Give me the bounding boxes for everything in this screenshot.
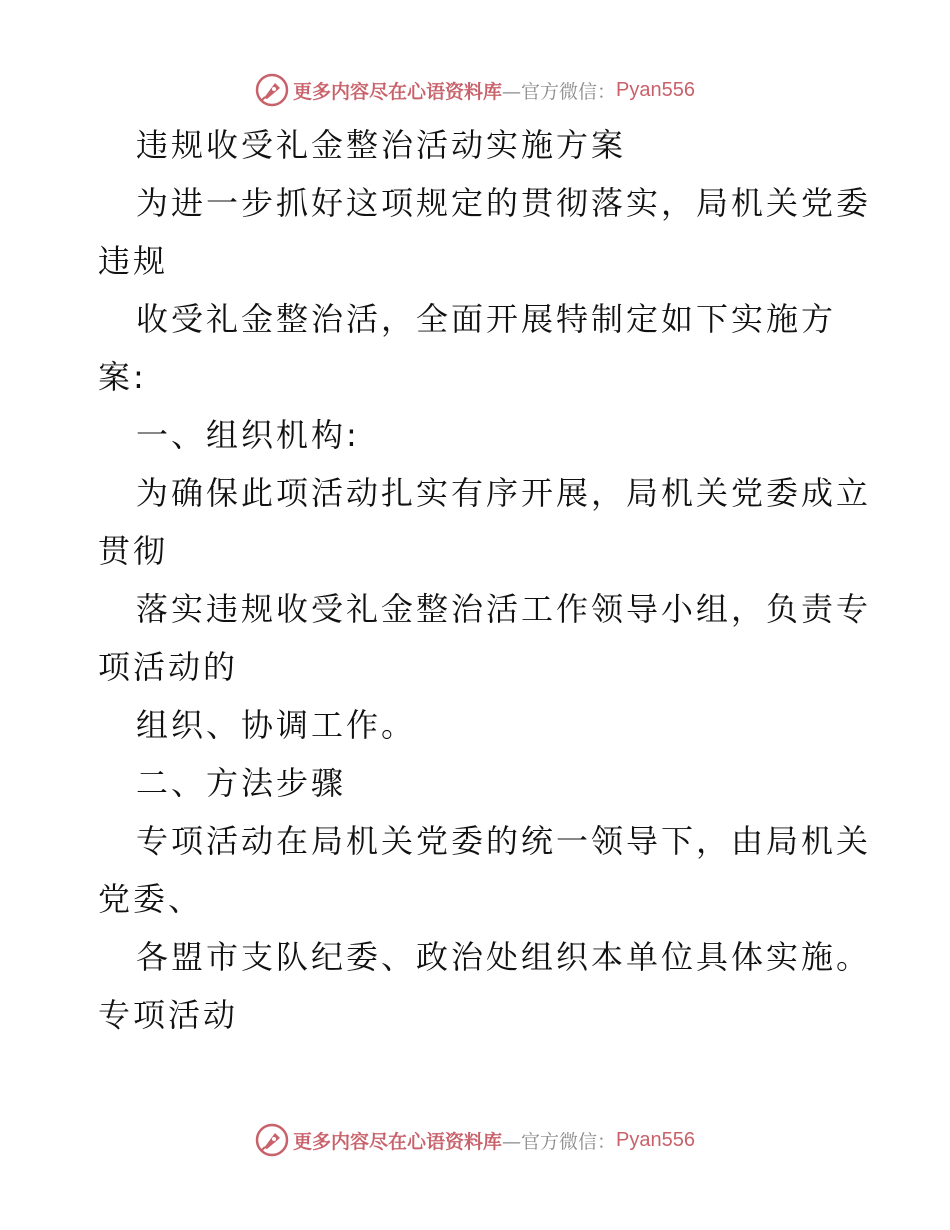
document-body [98, 116, 872, 1044]
paragraph-line: 为进一步抓好这项规定的贯彻落实，局机关党委 [136, 184, 872, 222]
section-heading: 一、组织机构: [136, 416, 360, 454]
watermark-sub-text: —官方微信： [502, 80, 617, 103]
paragraph-line: 案: [98, 358, 147, 396]
pen-nib-icon [255, 73, 289, 107]
watermark-main-text: 更多内容尽在心语资料库 [293, 80, 503, 103]
section-heading: 二、方法步骤 [136, 764, 347, 802]
paragraph-line: 专项活动在局机关党委的统一领导下，由局机关 [136, 822, 872, 860]
paragraph-line: 违规 [98, 242, 169, 280]
watermark-wechat-id: Pyan556 [616, 1128, 695, 1151]
paragraph-line: 收受礼金整治活，全面开展特制定如下实施方 [136, 300, 837, 338]
paragraph-line: 为确保此项活动扎实有序开展，局机关党委成立 [136, 474, 872, 512]
document-title: 违规收受礼金整治活动实施方案 [136, 126, 627, 164]
paragraph-line: 落实违规收受礼金整治活工作领导小组，负责专 [136, 590, 872, 628]
paragraph-line: 党委、 [98, 880, 204, 918]
footer-watermark [0, 1120, 950, 1160]
watermark-wechat-id: Pyan556 [616, 78, 695, 101]
paragraph-line: 项活动的 [98, 648, 239, 686]
paragraph-line: 各盟市支队纪委、政治处组织本单位具体实施。 [136, 938, 872, 976]
paragraph-line: 贯彻 [98, 532, 169, 570]
paragraph-line: 专项活动 [98, 996, 239, 1034]
paragraph-line: 组织、协调工作。 [136, 706, 417, 744]
watermark-sub-text: —官方微信： [502, 1130, 617, 1153]
watermark-main-text: 更多内容尽在心语资料库 [293, 1130, 503, 1153]
pen-nib-icon [255, 1123, 289, 1157]
header-watermark [0, 70, 950, 110]
